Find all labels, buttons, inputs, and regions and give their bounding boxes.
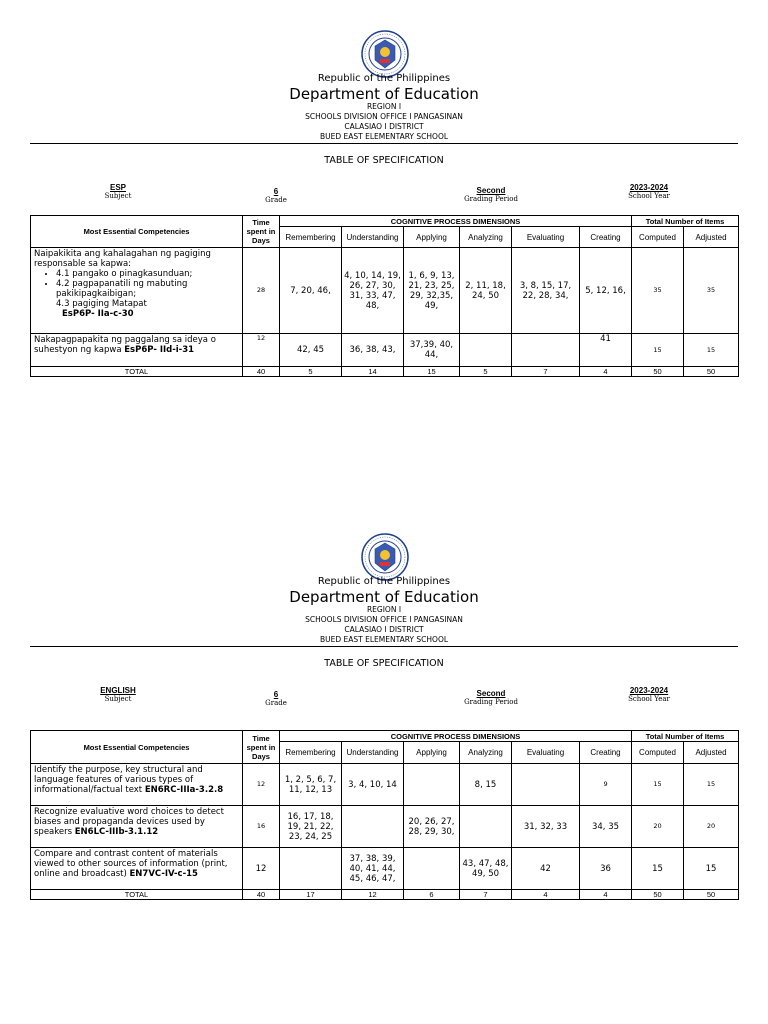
- total-row: [31, 367, 739, 377]
- period-meta: [441, 689, 541, 706]
- period-value: Second: [476, 186, 506, 195]
- year-meta: [599, 183, 699, 200]
- col-total-items: Total Number of Items: [632, 731, 739, 742]
- year-value: 2023-2024: [629, 686, 669, 695]
- adjusted-cell: 15: [684, 848, 739, 890]
- division-text: SCHOOLS DIVISION OFFICE I PANGASINAN: [305, 615, 463, 624]
- table-row: [31, 848, 739, 890]
- col-adjusted: Adjusted: [684, 227, 739, 248]
- total-understanding: 12: [342, 890, 404, 900]
- col-creating: Creating: [580, 742, 632, 764]
- total-label: TOTAL: [31, 890, 243, 900]
- competency-code: EN6RC-IIIa-3.2.8: [144, 785, 224, 795]
- col-evaluating: Evaluating: [512, 227, 580, 248]
- total-computed: 50: [632, 890, 684, 900]
- period-meta: [441, 186, 541, 203]
- total-applying: 6: [404, 890, 460, 900]
- remembering-cell: 1, 2, 5, 6, 7, 11, 12, 13: [280, 764, 342, 806]
- time-cell: 28: [243, 248, 280, 334]
- republic-text: Republic of the Philippines: [317, 576, 451, 587]
- competency-cell: [31, 806, 243, 848]
- table-row: [31, 764, 739, 806]
- col-competencies: Most Essential Competencies: [31, 731, 243, 764]
- adjusted-cell: 15: [684, 764, 739, 806]
- applying-cell: [404, 848, 460, 890]
- remembering-cell: 16, 17, 18, 19, 21, 22, 23, 24, 25: [280, 806, 342, 848]
- district-text: CALASIAO I DISTRICT: [344, 625, 424, 634]
- school-text: BUED EAST ELEMENTARY SCHOOL: [319, 132, 449, 141]
- col-computed: Computed: [632, 742, 684, 764]
- analyzing-cell: 43, 47, 48, 49, 50: [460, 848, 512, 890]
- remembering-cell: 7, 20, 46,: [280, 248, 342, 334]
- grade-value: 6: [273, 187, 279, 196]
- computed-cell: 15: [632, 848, 684, 890]
- computed-cell: 15: [632, 334, 684, 367]
- grade-meta: [226, 690, 326, 707]
- subject-meta: [68, 183, 168, 200]
- creating-cell: 41: [580, 334, 632, 367]
- creating-cell: 36: [580, 848, 632, 890]
- analyzing-cell: 8, 15: [460, 764, 512, 806]
- remembering-cell: 42, 45: [280, 334, 342, 367]
- col-adjusted: Adjusted: [684, 742, 739, 764]
- col-evaluating: Evaluating: [512, 742, 580, 764]
- col-cpd: COGNITIVE PROCESS DIMENSIONS: [280, 731, 632, 742]
- total-time: 40: [243, 890, 280, 900]
- col-computed: Computed: [632, 227, 684, 248]
- school-text: BUED EAST ELEMENTARY SCHOOL: [319, 635, 449, 644]
- adjusted-cell: 20: [684, 806, 739, 848]
- adjusted-cell: 15: [684, 334, 739, 367]
- total-applying: 15: [404, 367, 460, 377]
- subject-value: ESP: [109, 183, 126, 192]
- understanding-cell: 36, 38, 43,: [342, 334, 404, 367]
- header-divider: [30, 143, 738, 144]
- list-item: • 4.1 pangako o pinagkasunduan;: [56, 269, 239, 279]
- evaluating-cell: 3, 8, 15, 17, 22, 28, 34,: [512, 248, 580, 334]
- year-label: School Year: [628, 695, 670, 703]
- col-applying: Applying: [404, 742, 460, 764]
- col-total-items: Total Number of Items: [632, 216, 739, 227]
- grade-meta: [226, 187, 326, 204]
- time-cell: 16: [243, 806, 280, 848]
- total-creating: 4: [580, 367, 632, 377]
- competency-code: EsP6P- IIa-c-30: [62, 309, 134, 319]
- year-value: 2023-2024: [629, 183, 669, 192]
- col-creating: Creating: [580, 227, 632, 248]
- creating-cell: 34, 35: [580, 806, 632, 848]
- table-row: [31, 334, 739, 367]
- analyzing-cell: 2, 11, 18, 24, 50: [460, 248, 512, 334]
- analyzing-cell: [460, 334, 512, 367]
- table-row: [31, 806, 739, 848]
- competency-text: Naipakikita ang kahalagahan ng pagiging responsable sa kapwa:: [34, 249, 211, 269]
- specification-table: [30, 730, 739, 900]
- col-competencies: Most Essential Competencies: [31, 216, 243, 248]
- list-item: • 4.2 pagpapanatili ng mabuting pakikipagkaibigan;: [56, 279, 239, 299]
- subject-value: ENGLISH: [100, 686, 136, 695]
- district-text: CALASIAO I DISTRICT: [344, 122, 424, 131]
- total-adjusted: 50: [684, 367, 739, 377]
- department-title: Department of Education: [289, 588, 479, 606]
- total-remembering: 17: [280, 890, 342, 900]
- table-row: [31, 248, 739, 334]
- competency-code: EN6LC-IIIb-3.1.12: [74, 827, 159, 837]
- applying-cell: [404, 764, 460, 806]
- applying-cell: 37,39, 40, 44,: [404, 334, 460, 367]
- competency-cell: [31, 248, 243, 334]
- grade-label: Grade: [265, 196, 287, 204]
- competency-list: [34, 269, 239, 309]
- understanding-cell: 37, 38, 39, 40, 41, 44, 45, 46, 47,: [342, 848, 404, 890]
- col-analyzing: Analyzing: [460, 742, 512, 764]
- period-value: Second: [476, 689, 506, 698]
- header-divider: [30, 646, 738, 647]
- deped-seal-logo: [361, 533, 409, 581]
- time-cell: 12: [243, 764, 280, 806]
- competency-code: EN7VC-IV-c-15: [129, 869, 198, 879]
- region-text: REGION I: [366, 605, 402, 614]
- total-label: TOTAL: [31, 367, 243, 377]
- grade-value: 6: [273, 690, 279, 699]
- competency-text: Identify the purpose, key structural and language features of various types of informational/factual text: [34, 765, 203, 795]
- competency-cell: [31, 334, 243, 367]
- period-label: Grading Period: [464, 698, 518, 706]
- col-understanding: Understanding: [342, 742, 404, 764]
- total-evaluating: 7: [512, 367, 580, 377]
- total-analyzing: 7: [460, 890, 512, 900]
- col-time: Time spent in Days: [243, 216, 280, 248]
- analyzing-cell: [460, 806, 512, 848]
- total-understanding: 14: [342, 367, 404, 377]
- tos-title: TABLE OF SPECIFICATION: [324, 155, 444, 166]
- deped-seal-logo: [361, 30, 409, 78]
- time-cell: 12: [243, 848, 280, 890]
- republic-text: Republic of the Philippines: [317, 73, 451, 84]
- col-time: Time spent in Days: [243, 731, 280, 764]
- list-item: 4.3 pagiging Matapat: [56, 299, 147, 309]
- division-text: SCHOOLS DIVISION OFFICE I PANGASINAN: [305, 112, 463, 121]
- evaluating-cell: [512, 334, 580, 367]
- total-row: [31, 890, 739, 900]
- col-remembering: Remembering: [280, 742, 342, 764]
- competency-cell: [31, 764, 243, 806]
- total-computed: 50: [632, 367, 684, 377]
- computed-cell: 35: [632, 248, 684, 334]
- evaluating-cell: [512, 764, 580, 806]
- subject-label: Subject: [104, 695, 132, 703]
- year-meta: [599, 686, 699, 703]
- competency-text: Nakapagpapakita ng paggalang sa ideya o suhestyon ng kapwa: [34, 335, 216, 355]
- subject-label: Subject: [104, 192, 132, 200]
- creating-cell: 5, 12, 16,: [580, 248, 632, 334]
- applying-cell: 1, 6, 9, 13, 21, 23, 25, 29, 32,35, 49,: [404, 248, 460, 334]
- col-remembering: Remembering: [280, 227, 342, 248]
- computed-cell: 15: [632, 764, 684, 806]
- remembering-cell: [280, 848, 342, 890]
- region-text: REGION I: [366, 102, 402, 111]
- understanding-cell: 4, 10, 14, 19, 26, 27, 30, 31, 33, 47, 48,: [342, 248, 404, 334]
- col-understanding: Understanding: [342, 227, 404, 248]
- grade-label: Grade: [265, 699, 287, 707]
- evaluating-cell: 42: [512, 848, 580, 890]
- specification-table: [30, 215, 739, 377]
- competency-text: Recognize evaluative word choices to detect biases and propaganda devices used by speakers: [34, 807, 224, 837]
- tos-title: TABLE OF SPECIFICATION: [324, 658, 444, 669]
- creating-cell: 9: [580, 764, 632, 806]
- total-evaluating: 4: [512, 890, 580, 900]
- total-analyzing: 5: [460, 367, 512, 377]
- total-creating: 4: [580, 890, 632, 900]
- period-label: Grading Period: [464, 195, 518, 203]
- col-applying: Applying: [404, 227, 460, 248]
- total-time: 40: [243, 367, 280, 377]
- year-label: School Year: [628, 192, 670, 200]
- evaluating-cell: 31, 32, 33: [512, 806, 580, 848]
- applying-cell: 20, 26, 27, 28, 29, 30,: [404, 806, 460, 848]
- competency-text: Compare and contrast content of materials viewed to other sources of information (print, online and broadcast): [34, 849, 228, 879]
- col-cpd: COGNITIVE PROCESS DIMENSIONS: [280, 216, 632, 227]
- department-title: Department of Education: [289, 85, 479, 103]
- understanding-cell: [342, 806, 404, 848]
- computed-cell: 20: [632, 806, 684, 848]
- col-analyzing: Analyzing: [460, 227, 512, 248]
- competency-code: EsP6P- IId-i-31: [124, 345, 195, 355]
- subject-meta: [68, 686, 168, 703]
- time-cell: 12: [243, 334, 280, 367]
- competency-cell: [31, 848, 243, 890]
- total-remembering: 5: [280, 367, 342, 377]
- adjusted-cell: 35: [684, 248, 739, 334]
- understanding-cell: 3, 4, 10, 14: [342, 764, 404, 806]
- total-adjusted: 50: [684, 890, 739, 900]
